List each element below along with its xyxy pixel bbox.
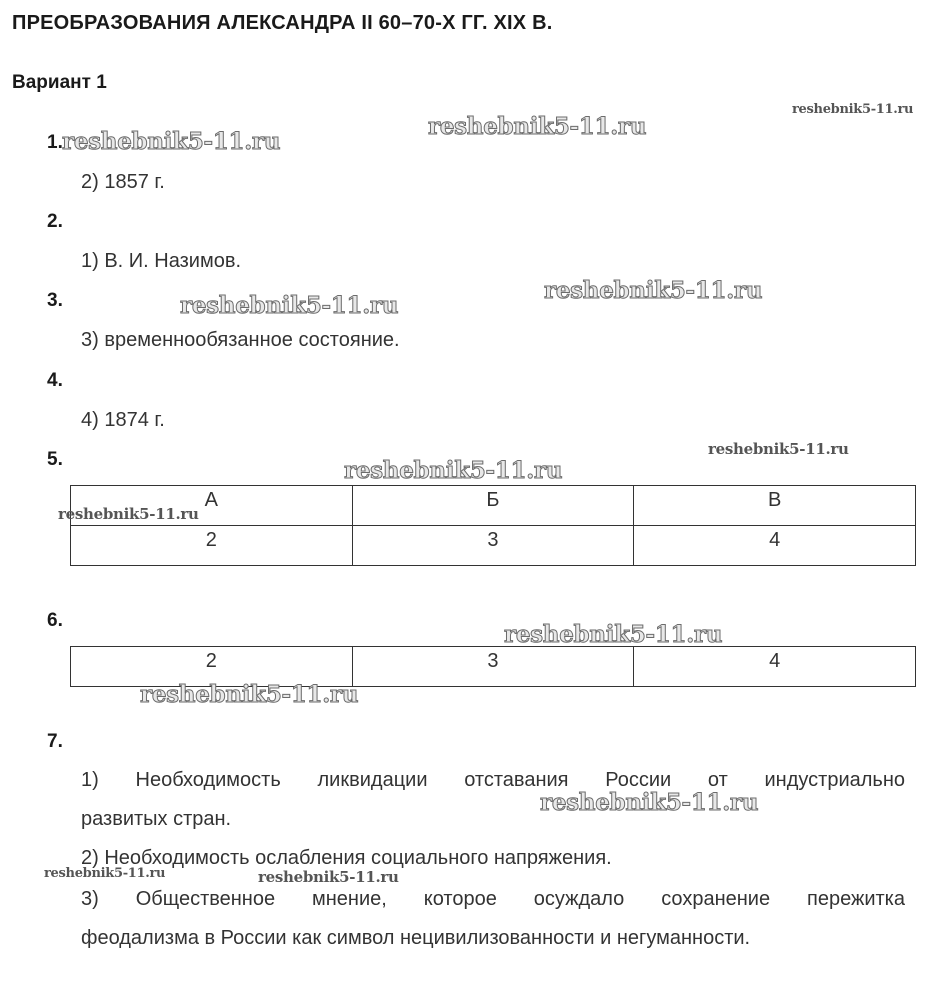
watermark: reshebnik5-11.ru — [180, 292, 399, 319]
page-title: ПРЕОБРАЗОВАНИЯ АЛЕКСАНДРА II 60–70-Х ГГ. XIX В. — [12, 12, 553, 34]
answer-7-point-2: 2) Необходимость ослабления социального напряжения. — [81, 847, 612, 869]
question-number-4: 4. — [47, 370, 63, 391]
watermark: reshebnik5-11.ru — [792, 102, 914, 117]
watermark: reshebnik5-11.ru — [708, 440, 849, 458]
question-number-3: 3. — [47, 290, 63, 311]
answer-2: 1) В. И. Назимов. — [81, 250, 242, 272]
watermark: reshebnik5-11.ru — [44, 866, 166, 881]
table-cell: 2 — [71, 526, 353, 566]
question-number-6: 6. — [47, 610, 63, 631]
answer-7-point-1-line-1: 1) Необходимость ликвидации отставания России от индустриально — [81, 769, 905, 791]
question-number-5: 5. — [47, 449, 63, 470]
table-cell: 4 — [634, 526, 916, 566]
watermark: reshebnik5-11.ru — [428, 113, 647, 140]
table-cell: 3 — [352, 526, 634, 566]
watermark: reshebnik5-11.ru — [62, 128, 281, 155]
question-number-1: 1. — [47, 132, 63, 153]
answer-7-point-3-line-2: феодализма в России как символ нецивилизованности и негуманности. — [81, 927, 751, 949]
table-header-cell: В — [634, 486, 916, 526]
answer-1: 2) 1857 г. — [81, 171, 165, 193]
watermark: reshebnik5-11.ru — [344, 457, 563, 484]
table-header-cell: А — [71, 486, 353, 526]
watermark: reshebnik5-11.ru — [540, 789, 759, 816]
watermark: reshebnik5-11.ru — [258, 868, 399, 886]
watermark: reshebnik5-11.ru — [504, 621, 723, 648]
table-row — [71, 526, 916, 566]
watermark: reshebnik5-11.ru — [140, 681, 359, 708]
watermark: reshebnik5-11.ru — [544, 277, 763, 304]
question-number-2: 2. — [47, 211, 63, 232]
answer-7-point-1-line-2: развитых стран. — [81, 808, 232, 830]
answer-7-point-3-line-1: 3) Общественное мнение, которое осуждало сохранение пережитка — [81, 888, 905, 910]
answer-3: 3) временнообязанное состояние. — [81, 329, 400, 351]
variant-heading: Вариант 1 — [12, 72, 107, 93]
answer-4: 4) 1874 г. — [81, 409, 165, 431]
table-cell: 4 — [634, 647, 916, 687]
table-cell: 3 — [352, 647, 634, 687]
watermark: reshebnik5-11.ru — [58, 505, 199, 523]
table-header-cell: Б — [352, 486, 634, 526]
answer-table-5 — [70, 485, 916, 566]
question-number-7: 7. — [47, 731, 63, 752]
table-cell: 2 — [71, 647, 353, 687]
